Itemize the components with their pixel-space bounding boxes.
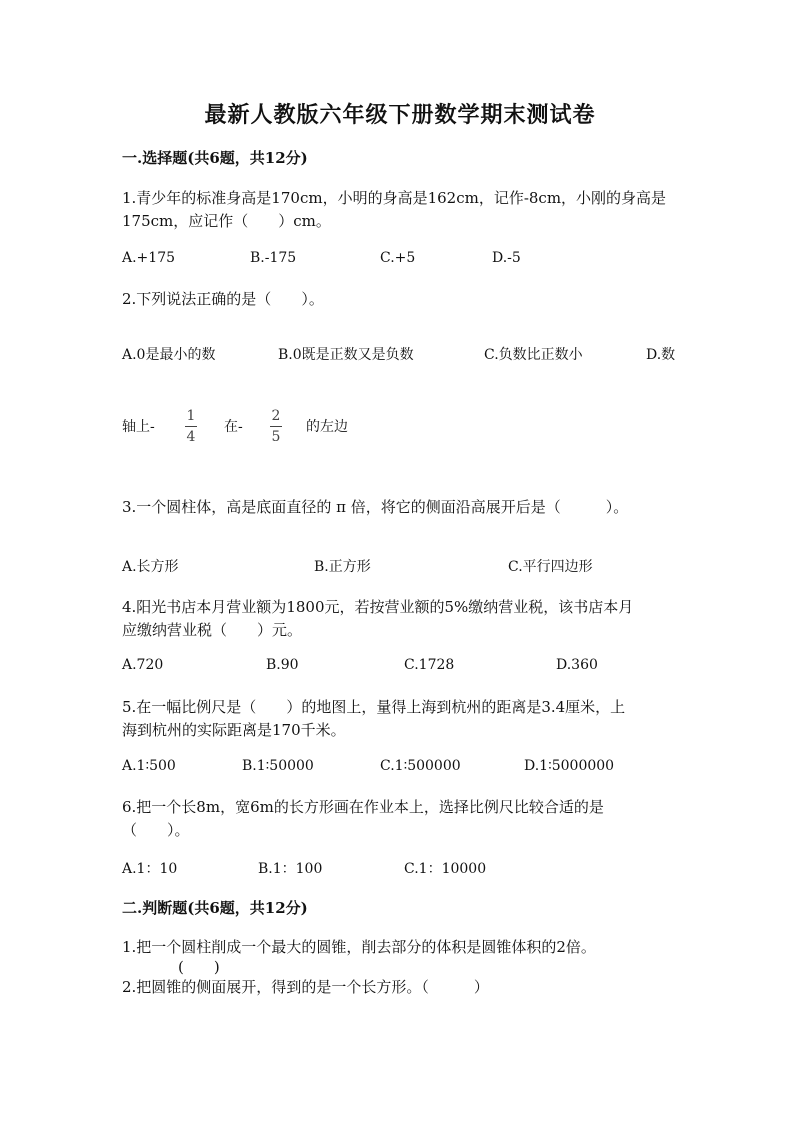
judge-1-line-1: 1.把一个圆柱削成一个最大的圆锥，削去部分的体积是圆锥体积的2倍。	[122, 938, 596, 956]
section-heading-judge: 二.判断题(共6题，共12分)	[122, 899, 308, 917]
fraction-two-fifths	[270, 409, 282, 444]
fraction-one-quarter	[185, 409, 197, 444]
judge-1-line-2: ( )	[178, 958, 220, 976]
question-3-option-b: B.正方形	[314, 559, 371, 575]
question-2-option-d-suffix: 的左边	[306, 419, 348, 435]
question-2-option-b: B.0既是正数又是负数	[278, 347, 414, 363]
section-heading-choice: 一.选择题(共6题，共12分)	[122, 149, 308, 167]
fraction-bar	[185, 426, 197, 427]
question-4-line-2: 应缴纳营业税（ ）元。	[122, 621, 303, 639]
question-4-option-d: D.360	[556, 657, 598, 673]
question-2-option-d-continued: 轴上-	[122, 419, 155, 435]
question-6-option-c: C.1：10000	[404, 861, 487, 877]
judge-2-line-1: 2.把圆锥的侧面展开，得到的是一个长方形。（ ）	[122, 978, 489, 996]
question-4-option-a: A.720	[122, 657, 164, 673]
question-2-line-1: 2.下列说法正确的是（ ）。	[122, 290, 324, 308]
question-6-line-1: 6.把一个长8m，宽6m的长方形画在作业本上，选择比例尺比较合适的是	[122, 798, 604, 816]
question-6-line-2: （ ）。	[122, 821, 190, 839]
question-5-option-d: D.1∶5000000	[524, 758, 615, 774]
fraction-numerator: 2	[271, 408, 281, 424]
question-1-option-c: C.+5	[380, 250, 416, 266]
page-title: 最新人教版六年级下册数学期末测试卷	[204, 102, 596, 128]
question-5-option-c: C.1∶500000	[380, 758, 461, 774]
fraction-denominator: 4	[186, 429, 196, 445]
question-5-option-b: B.1∶50000	[242, 758, 314, 774]
question-5-option-a: A.1∶500	[122, 758, 176, 774]
question-3-line-1: 3.一个圆柱体，高是底面直径的 π 倍，将它的侧面沿高展开后是（ ）。	[122, 498, 629, 516]
question-4-line-1: 4.阳光书店本月营业额为1800元，若按营业额的5%缴纳营业税，该书店本月	[122, 598, 634, 616]
question-2-option-d: D.数	[646, 347, 676, 363]
question-3-option-a: A.长方形	[122, 559, 179, 575]
question-1-option-b: B.-175	[250, 250, 297, 266]
question-4-option-b: B.90	[266, 657, 299, 673]
question-2-option-c: C.负数比正数小	[484, 347, 583, 363]
question-1-option-d: D.-5	[492, 250, 521, 266]
fraction-denominator: 5	[271, 429, 281, 445]
question-2-option-d-middle: 在-	[224, 419, 243, 435]
question-1-line-1: 1.青少年的标准身高是170cm，小明的身高是162cm，记作-8cm，小刚的身高是	[122, 189, 667, 207]
question-6-option-b: B.1：100	[258, 861, 323, 877]
question-4-option-c: C.1728	[404, 657, 455, 673]
question-2-option-a: A.0是最小的数	[122, 347, 216, 363]
question-1-option-a: A.+175	[122, 250, 176, 266]
question-6-option-a: A.1：10	[122, 861, 178, 877]
question-3-option-c: C.平行四边形	[508, 559, 593, 575]
question-1-line-2: 175cm，应记作（ ）cm。	[122, 212, 331, 230]
fraction-numerator: 1	[186, 408, 196, 424]
question-5-line-1: 5.在一幅比例尺是（ ）的地图上，量得上海到杭州的距离是3.4厘米，上	[122, 698, 626, 716]
fraction-bar	[270, 426, 282, 427]
question-5-line-2: 海到杭州的实际距离是170千米。	[122, 721, 346, 739]
